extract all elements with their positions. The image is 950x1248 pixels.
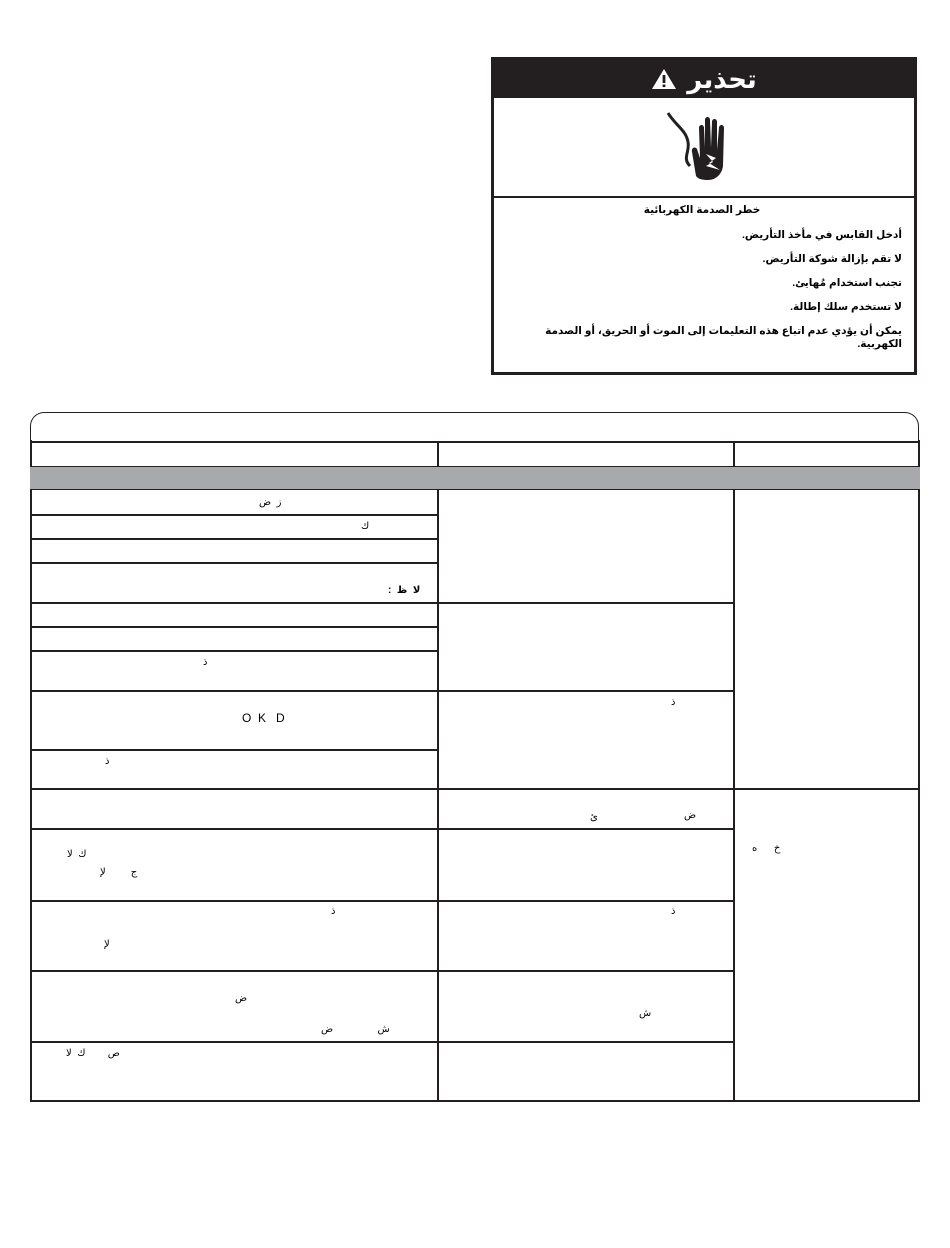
warning-header bbox=[494, 60, 914, 98]
electric-shock-hand-icon bbox=[662, 108, 742, 188]
cell-text: خ ه bbox=[752, 843, 781, 854]
cell-text: ك لا bbox=[67, 849, 87, 860]
warning-line: تجنب استخدام مُهايئ. bbox=[792, 277, 902, 289]
table-border bbox=[30, 626, 438, 628]
table-border bbox=[30, 788, 920, 790]
section-header-row bbox=[30, 466, 920, 490]
warning-line: أدخل القابس في مأخذ التأريض. bbox=[742, 229, 902, 241]
cell-text: ئ bbox=[590, 812, 598, 823]
table-header-rounded bbox=[30, 412, 919, 442]
table-border bbox=[437, 490, 439, 1101]
table-border bbox=[30, 749, 438, 751]
table-border bbox=[30, 538, 438, 540]
table-border bbox=[30, 970, 734, 972]
cell-text: ز ض bbox=[259, 497, 282, 508]
table-border bbox=[30, 441, 920, 443]
table-border bbox=[918, 440, 920, 1101]
cell-text: ش bbox=[639, 1008, 652, 1019]
warning-body bbox=[502, 204, 902, 362]
cell-text: لإ bbox=[104, 939, 110, 950]
cell-text: ك bbox=[361, 521, 370, 532]
table-border bbox=[30, 1041, 734, 1043]
table-border bbox=[437, 441, 439, 466]
cell-text: ج لإ bbox=[100, 867, 138, 878]
table-border bbox=[733, 490, 735, 1101]
cell-text: ذ bbox=[671, 906, 676, 917]
table-border bbox=[30, 900, 734, 902]
table-border bbox=[30, 650, 438, 652]
cell-text: ص ك لا bbox=[66, 1048, 120, 1059]
table-border bbox=[30, 690, 734, 692]
cell-text: ض bbox=[235, 993, 248, 1004]
warning-triangle-icon bbox=[651, 68, 677, 90]
table-border bbox=[30, 828, 734, 830]
cell-text: ض bbox=[684, 810, 697, 821]
warning-line: لا تستخدم سلك إطالة. bbox=[790, 301, 902, 313]
electrical-shock-warning bbox=[491, 57, 917, 375]
table-border bbox=[30, 602, 734, 604]
cell-text: ذ bbox=[203, 657, 208, 668]
warning-title: تحذير bbox=[687, 63, 757, 94]
warning-line: يمكن أن يؤدي عدم اتباع هذه التعليمات إلى الموت أو الحريق، أو الصدمة الكهربية. bbox=[545, 325, 902, 350]
table-border bbox=[30, 562, 438, 564]
table-border bbox=[30, 514, 438, 516]
cell-text: O K D bbox=[242, 711, 285, 725]
cell-text: ش ض bbox=[321, 1024, 390, 1035]
cell-text: ذ bbox=[671, 697, 676, 708]
warning-line: لا تقم بإزالة شوكة التأريض. bbox=[762, 253, 902, 265]
cell-text: ذ bbox=[105, 756, 110, 767]
cell-text: لا ظ : bbox=[388, 585, 421, 596]
cell-text: ذ bbox=[331, 906, 336, 917]
warning-symbol-area bbox=[494, 98, 914, 198]
table-border bbox=[30, 1100, 920, 1102]
table-border bbox=[733, 441, 735, 466]
hazard-heading: خطر الصدمة الكهربائية bbox=[643, 204, 761, 216]
